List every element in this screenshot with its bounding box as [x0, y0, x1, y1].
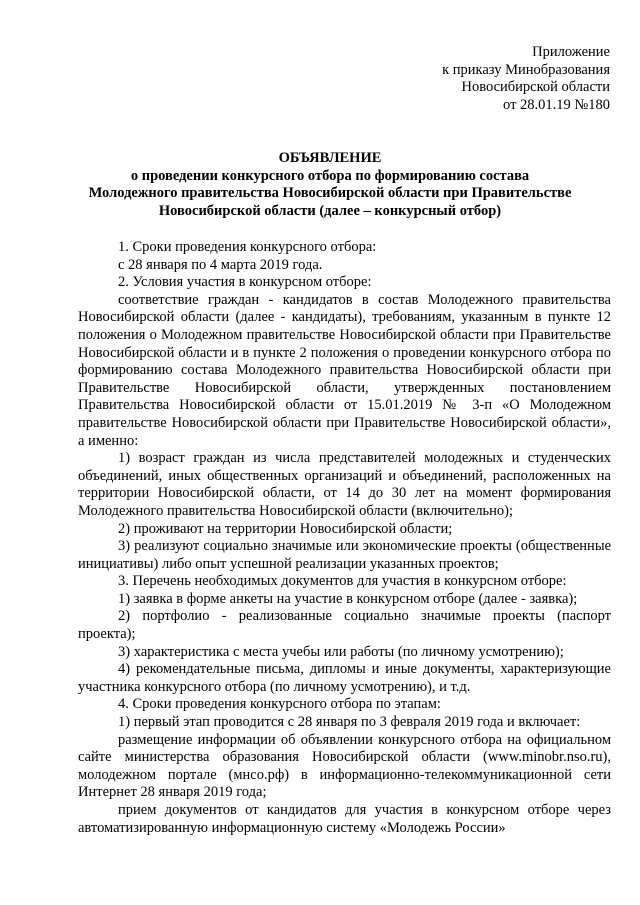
document-body: [78, 239, 611, 837]
paragraph: 4) рекомендательные письма, дипломы и иные документы, характеризующие участника конкурсного отбора (по личному усмотрению), и т.д.: [78, 661, 611, 695]
paragraph: размещение информации об объявлении конкурсного отбора на официальном сайте министерства образования Новосибирской области (www.minobr.nso.ru), молодежном портале (мнсо.рф) в информационно-телекоммуникационной сети Интернет 28 января 2019 года;: [78, 731, 611, 801]
document-title: [60, 150, 600, 220]
appendix-line: к приказу Минобразования: [442, 61, 610, 78]
paragraph: 3) характеристика с места учебы или работы (по личному усмотрению);: [118, 643, 564, 660]
appendix-line: от 28.01.19 №180: [503, 96, 610, 113]
paragraph: 1) первый этап проводится с 28 января по 3 февраля 2019 года и включает:: [118, 714, 581, 731]
paragraph: 3) реализуют социально значимые или экономические проекты (общественные инициативы) либо опыт успешной реализации указанных проектов;: [78, 538, 611, 572]
paragraph: 2. Условия участия в конкурсном отборе:: [118, 274, 372, 291]
title-line: о проведении конкурсного отбора по формированию состава: [130, 167, 530, 184]
paragraph: с 28 января по 4 марта 2019 года.: [118, 256, 323, 273]
appendix-line: Приложение: [532, 44, 610, 60]
paragraph: 2) портфолио - реализованные социально значимые проекты (паспорт проекта);: [78, 608, 611, 643]
paragraph: 4. Сроки проведения конкурсного отбора по этапам:: [118, 696, 441, 713]
paragraph: 1. Сроки проведения конкурсного отбора:: [118, 239, 377, 255]
appendix-header: [442, 44, 610, 114]
paragraph: 1) возраст граждан из числа представителей молодежных и студенческих объединений, иных общественных организаций и объединений, расположенных на территории Новосибирской области, от 14 до 30 лет на момент формирования Молодежного правительства Новосибирской области (включительно);: [78, 450, 611, 519]
title-line: ОБЪЯВЛЕНИЕ: [278, 150, 382, 166]
paragraph: 3. Перечень необходимых документов для участия в конкурсном отборе:: [118, 573, 567, 590]
appendix-line: Новосибирской области: [461, 79, 610, 96]
title-line: Новосибирской области (далее – конкурсный отбор): [158, 202, 502, 219]
title-line: Молодежного правительства Новосибирской области при Правительстве: [88, 185, 572, 201]
paragraph: 2) проживают на территории Новосибирской области;: [118, 520, 453, 537]
paragraph: 1) заявка в форме анкеты на участие в конкурсном отборе (далее - заявка);: [118, 590, 578, 607]
paragraph: прием документов от кандидатов для участия в конкурсном отборе через автоматизированную информационную систему «Молодежь России»: [78, 802, 611, 836]
paragraph: соответствие граждан - кандидатов в состав Молодежного правительства Новосибирской области (далее - кандидаты), требованиям, указанным в пункте 12 положения о Молодежном правительстве Новосибирской области при Правительстве Новосибирской области и в пункте 2 положения о проведении конкурсного отбора по формированию состава Молодежного правительства Новосибирской области при Правительстве Новосибирской области, утвержденных постановлением Правительства Новосибирской области от 15.01.2019 № 3-п «О Молодежном правительстве Новосибирской области при Правительстве Новосибирской области», а именно:: [78, 291, 611, 449]
